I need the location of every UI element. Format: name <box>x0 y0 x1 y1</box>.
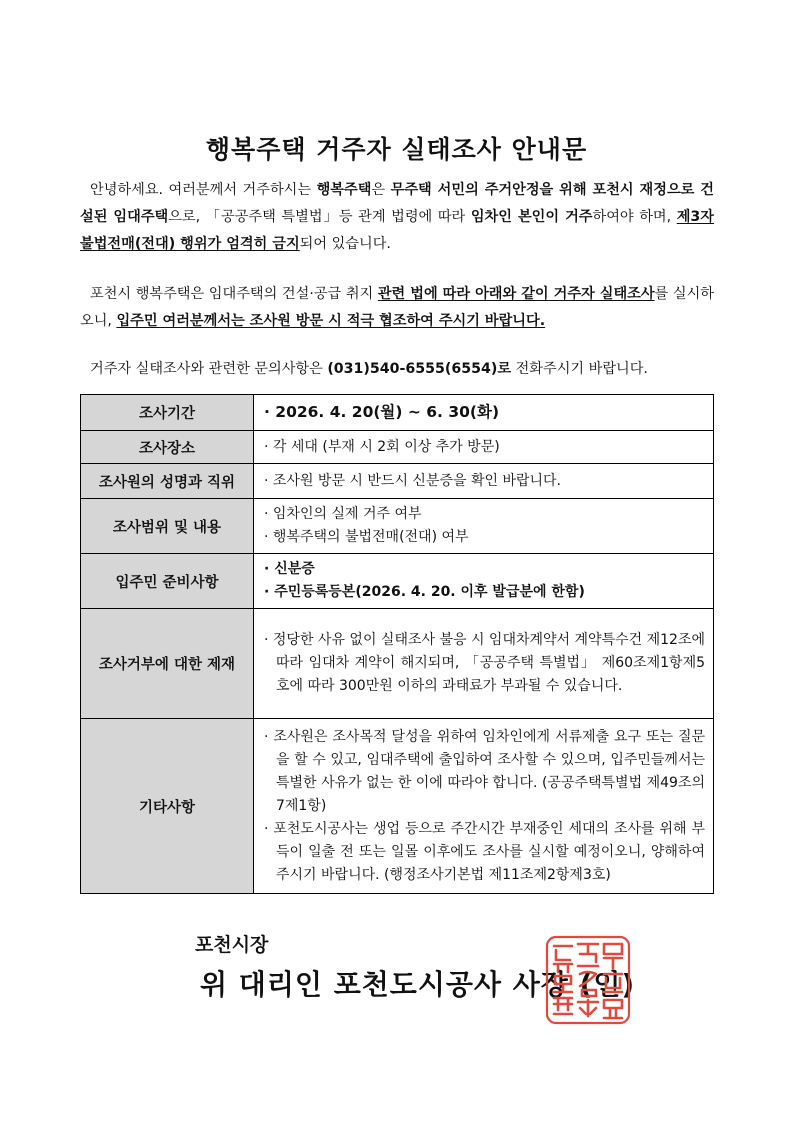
table-row <box>81 464 714 499</box>
other-value <box>254 719 714 894</box>
refuse-value <box>254 609 714 719</box>
signature-agent: 위 대리인 포천도시공사 사장 (인) <box>200 968 636 1001</box>
p2-text-2: 를 실시하오니, <box>80 286 714 329</box>
table-row <box>81 719 714 894</box>
refuse-text: · 정당한 사유 없이 실태조사 불응 시 임대차계약서 계약특수건 제12조에 따라 임대차 계약이 해지되며, 「공공주택 특별법」 제60조제1항제5호에 따라 300만원 이하의 과태료가 부과될 수 있습니다. <box>264 632 705 694</box>
p1-text-5: 되어 있습니다. <box>299 236 391 252</box>
p1-text-4: 하여야 하며, <box>592 209 677 225</box>
prep-item-2: · 주민등록등본(2026. 4. 20. 이후 발급분에 한함) <box>264 584 585 600</box>
prep-item-1: · 신분증 <box>264 561 315 577</box>
p2-bold-1: 관련 법에 따라 아래와 같이 거주자 실태조사 <box>377 286 655 302</box>
scope-value <box>254 499 714 554</box>
p1-bold-4: 제3자 불법전매(전대) 행위가 엄격히 금지 <box>80 209 714 252</box>
staff-value: · 조사원 방문 시 반드시 신분증을 확인 바랍니다. <box>254 464 714 499</box>
p1-bold-2: 무주택 서민의 주거안정을 위해 포천시 재정으로 건설된 임대주택 <box>80 182 714 225</box>
intro-paragraph-3 <box>80 356 714 383</box>
place-label: 조사장소 <box>81 431 254 464</box>
period-value: · 2026. 4. 20(월) ~ 6. 30(화) <box>254 395 714 431</box>
other-item-2: · 포천도시공사는 생업 등으로 주간시간 부재중인 세대의 조사를 위해 부득이 일출 전 또는 일몰 이후에도 조사를 실시할 예정이오니, 양해하여 주시기 바랍니다. (행정조사기본법 제11조제2항제3호) <box>264 820 705 883</box>
page-title: 행복주택 거주자 실태조사 안내문 <box>205 135 588 164</box>
p1-bold-1: 행복주택 <box>316 182 372 198</box>
p2-bold-2: 입주민 여러분께서는 조사원 방문 시 적극 협조하여 주시기 바랍니다. <box>116 313 546 329</box>
other-item-1: · 조사원은 조사목적 달성을 위하여 임차인에게 서류제출 요구 또는 질문을 할 수 있고, 임대주택에 출입하여 조사할 수 있으며, 입주민들께서는 특별한 사유가 없는 한 이에 따라야 합니다. (공공주택특별법 제49조의7제1항) <box>264 728 705 814</box>
scope-label: 조사범위 및 내용 <box>81 499 254 554</box>
table-row <box>81 431 714 464</box>
staff-label: 조사원의 성명과 직위 <box>81 464 254 499</box>
intro-paragraph-2 <box>80 281 714 335</box>
place-value: · 각 세대 (부재 시 2회 이상 추가 방문) <box>254 431 714 464</box>
p1-text-3: 으로, 「공공주택 특별법」등 관계 법령에 따라 <box>168 209 471 225</box>
table-row <box>81 395 714 431</box>
prep-label: 입주민 준비사항 <box>81 554 254 609</box>
other-label: 기타사항 <box>81 719 254 894</box>
p3-text-2: 전화주시기 바랍니다. <box>511 361 648 377</box>
scope-item-1: · 임차인의 실제 거주 여부 <box>264 506 422 522</box>
period-label: 조사기간 <box>81 395 254 431</box>
p1-text-1: 안녕하세요. 여러분께서 거주하시는 <box>90 182 317 198</box>
official-seal-icon <box>544 934 632 1026</box>
signature-mayor: 포천시장 <box>195 934 269 956</box>
p1-text-2: 은 <box>371 182 391 198</box>
table-row <box>81 554 714 609</box>
p3-text-1: 거주자 실태조사와 관련한 문의사항은 <box>90 361 328 377</box>
refuse-label: 조사거부에 대한 제재 <box>81 609 254 719</box>
scope-item-2: · 행복주택의 불법전매(전대) 여부 <box>264 529 469 545</box>
prep-value <box>254 554 714 609</box>
p2-text-1: 포천시 행복주택은 임대주택의 건설·공급 취지 <box>90 286 378 302</box>
survey-info-table <box>80 394 714 894</box>
table-row <box>81 499 714 554</box>
intro-paragraph-1 <box>80 177 714 258</box>
p3-phone: (031)540-6555(6554)로 <box>327 361 512 377</box>
table-row <box>81 609 714 719</box>
p1-bold-3: 임차인 본인이 거주 <box>470 209 593 225</box>
